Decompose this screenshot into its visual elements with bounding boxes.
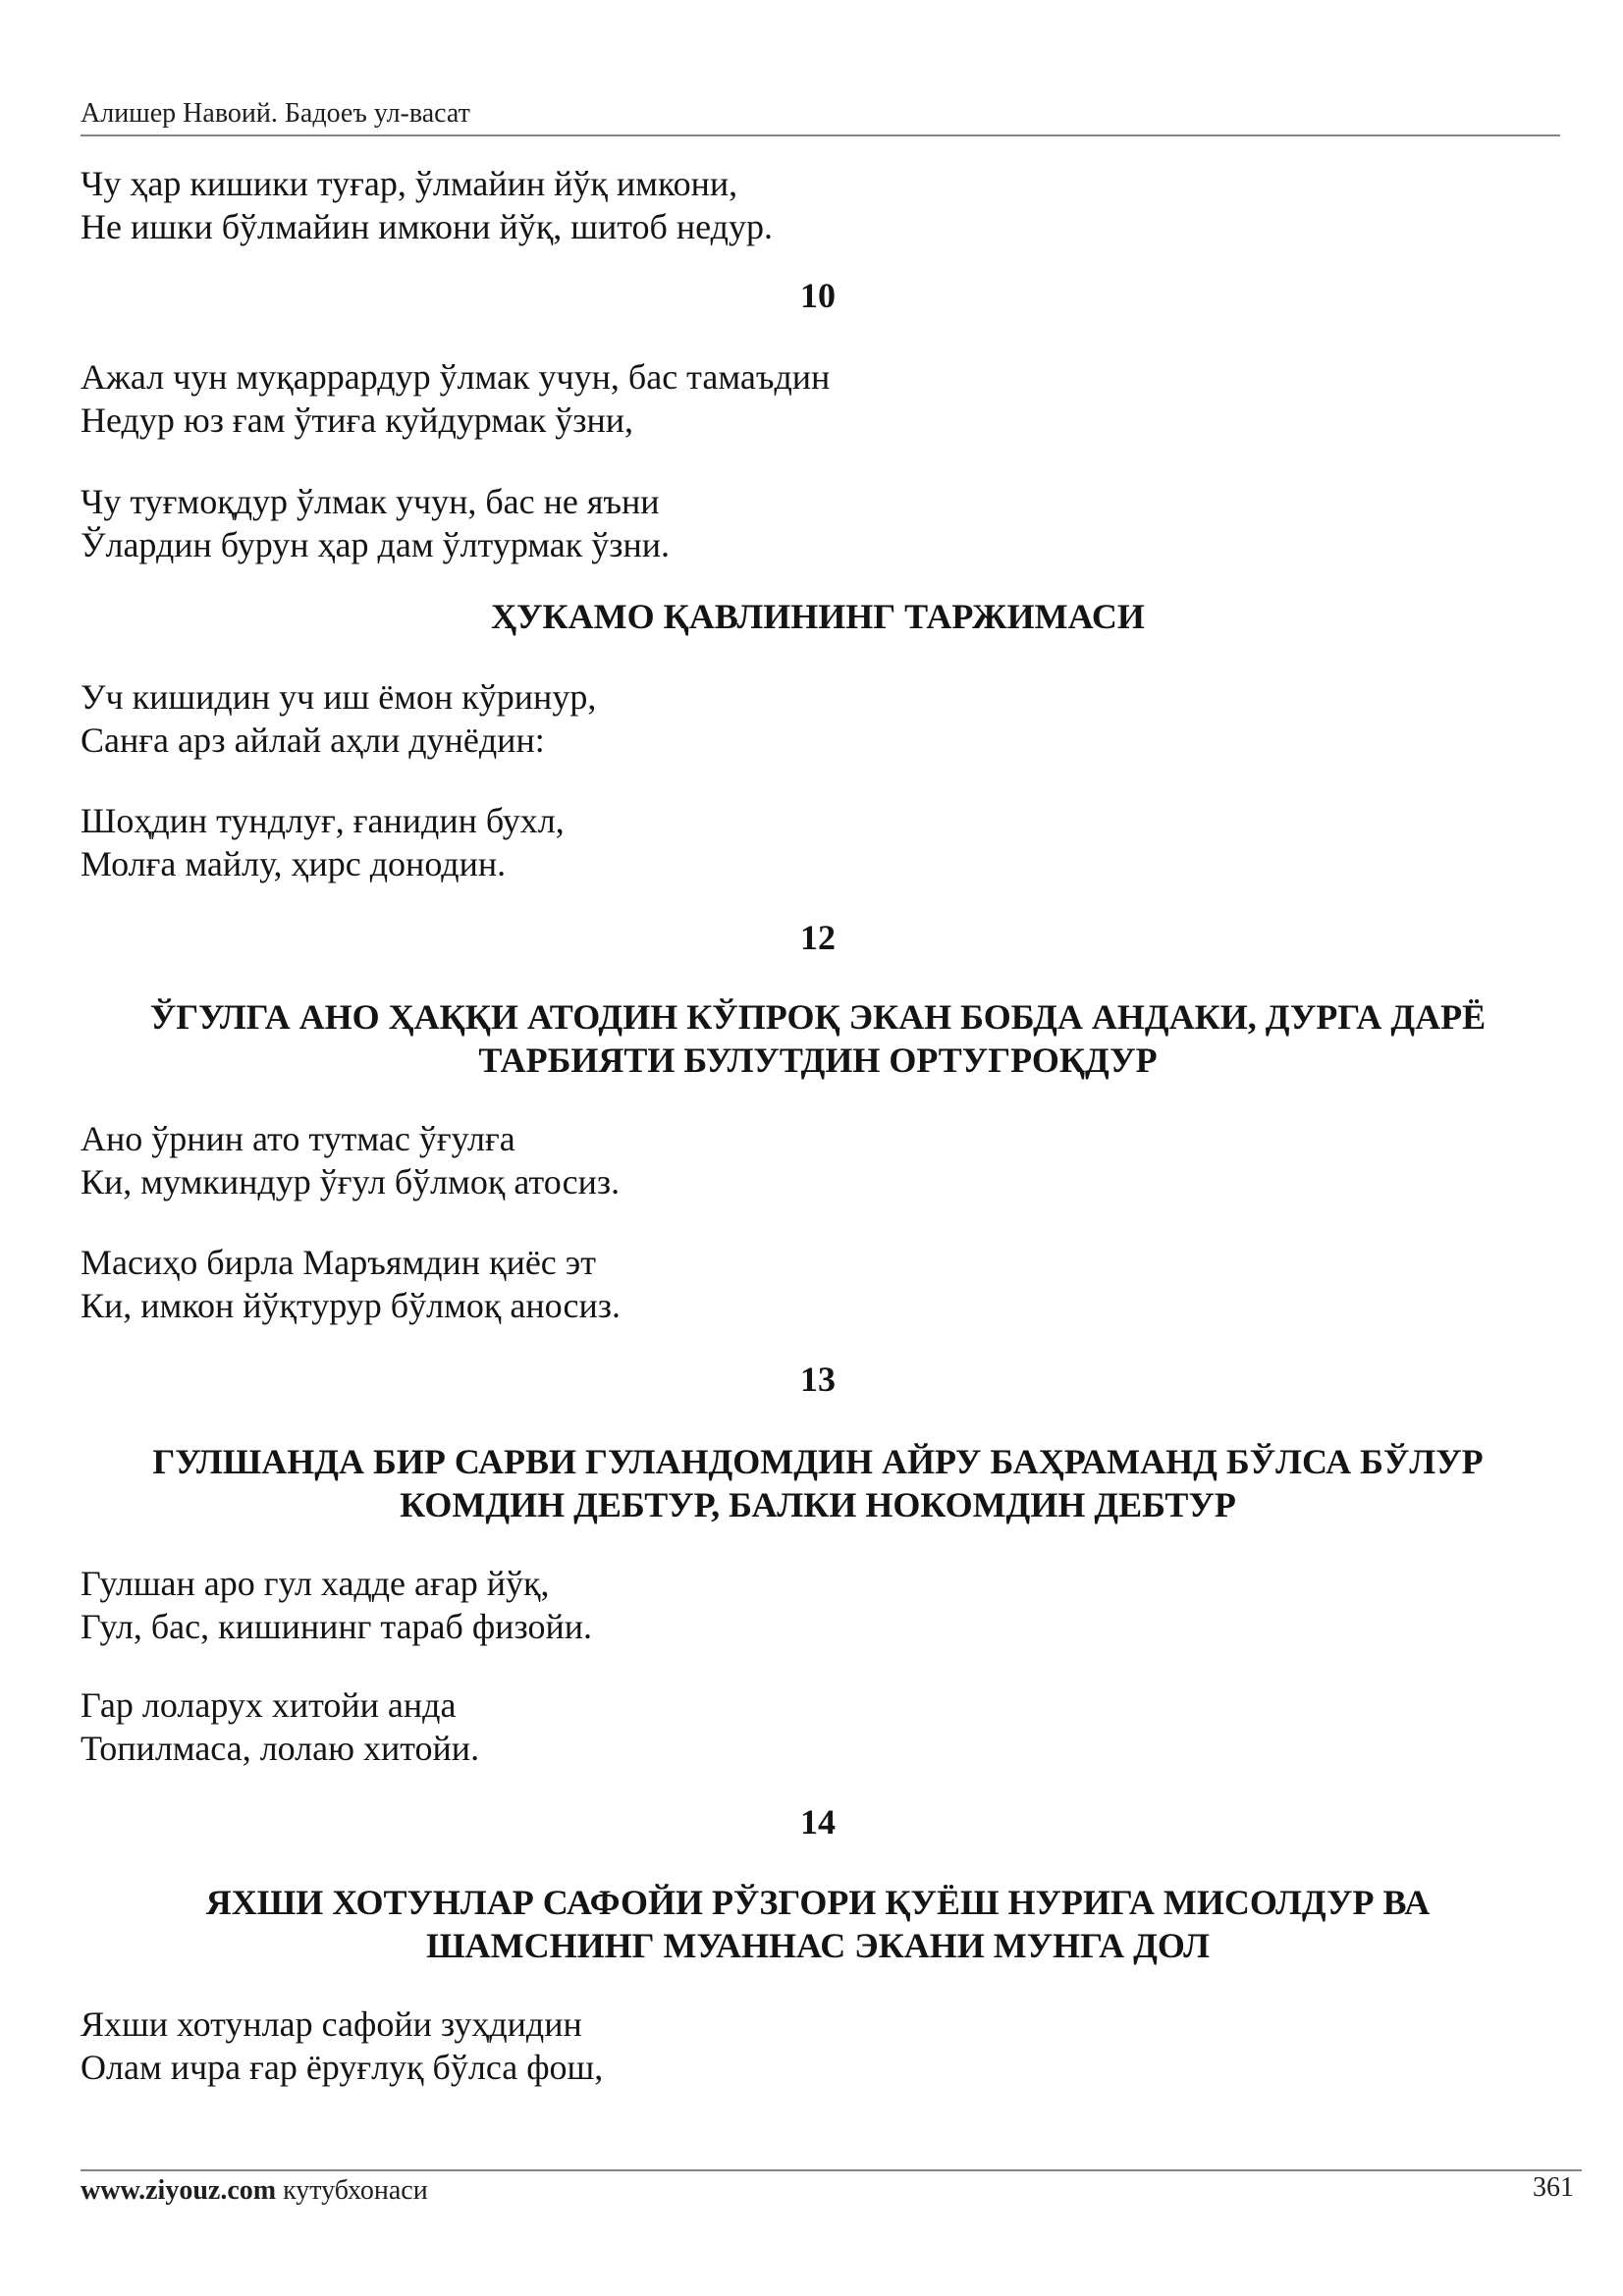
verse-line: Гар лоларух хитойи анда <box>81 1685 457 1725</box>
footer-source <box>81 2175 428 2207</box>
verse-line: Гул, бас, кишининг тараб физойи. <box>81 1606 592 1646</box>
stanza <box>81 2003 603 2089</box>
stanza <box>81 1684 479 1770</box>
footer-site: www.ziyouz.com <box>81 2175 277 2206</box>
section-heading <box>81 1441 1555 1526</box>
verse-line: Санға арз айлай аҳли дунёдин: <box>81 720 545 760</box>
section-heading-line: ШАМСНИНГ МУАННАС ЭКАНИ МУНГА ДОЛ <box>426 1925 1210 1965</box>
stanza <box>81 163 773 248</box>
stanza <box>81 1563 592 1648</box>
section-heading-line: ТАРБИЯТИ БУЛУТДИН ОРТУГРОҚДУР <box>478 1040 1158 1080</box>
section-heading <box>81 596 1555 639</box>
section-number-label: 10 <box>800 276 836 315</box>
verse-line: Ки, имкон йўқтурур бўлмоқ аносиз. <box>81 1285 621 1325</box>
section-number <box>81 917 1555 960</box>
section-number-label: 13 <box>800 1360 836 1399</box>
stanza <box>81 1118 620 1203</box>
section-number <box>81 1801 1555 1844</box>
verse-line: Олам ичра ғар ёруғлуқ бўлса фош, <box>81 2047 604 2087</box>
stanza <box>81 676 596 762</box>
section-heading-line: КОМДИН ДЕБТУР, БАЛКИ НОКОМДИН ДЕБТУР <box>400 1484 1236 1524</box>
verse-line: Ўлардин бурун ҳар дам ўлтурмак ўзни. <box>81 524 671 564</box>
section-number-label: 14 <box>800 1802 836 1842</box>
section-heading-line: ГУЛШАНДА БИР САРВИ ГУЛАНДОМДИН АЙРУ БАҲРАМАНД БЎЛСА БЎЛУР <box>152 1442 1484 1481</box>
verse-line: Ки, мумкиндур ўғул бўлмоқ атосиз. <box>81 1161 621 1201</box>
verse-line: Недур юз ғам ўтиға куйдурмак ўзни, <box>81 400 633 440</box>
verse-line: Чу ҳар кишики туғар, ўлмайин йўқ имкони, <box>81 164 738 203</box>
page-number: 361 <box>1533 2172 1574 2203</box>
header-rule <box>81 134 1560 136</box>
section-number <box>81 1359 1555 1402</box>
verse-line: Топилмаса, лолаю хитойи. <box>81 1728 480 1768</box>
section-number-label: 12 <box>800 918 836 957</box>
verse-line: Масиҳо бирла Маръямдин қиёс эт <box>81 1243 596 1282</box>
verse-line: Яхши хотунлар сафойи зуҳдидин <box>81 2004 582 2044</box>
section-heading-line: ЯХШИ ХОТУНЛАР САФОЙИ РЎЗГОРИ ҚУЁШ НУРИГА МИСОЛДУР ВА <box>205 1883 1431 1922</box>
footer-rule <box>81 2169 1582 2171</box>
section-heading <box>81 996 1555 1082</box>
verse-line: Шоҳдин тундлуғ, ғанидин бухл, <box>81 801 565 840</box>
section-number <box>81 275 1555 318</box>
verse-line: Уч кишидин уч иш ёмон кўринур, <box>81 677 597 717</box>
section-heading-line: ҲУКАМО ҚАВЛИНИНГ ТАРЖИМАСИ <box>491 597 1145 636</box>
footer-label: кутубхонаси <box>283 2175 428 2206</box>
verse-line: Не ишки бўлмайин имкони йўқ, шитоб недур. <box>81 206 773 246</box>
verse-line: Чу туғмоқдур ўлмак учун, бас не яъни <box>81 482 660 521</box>
verse-line: Молға майлу, ҳирс донодин. <box>81 843 507 883</box>
stanza <box>81 1242 621 1327</box>
stanza <box>81 481 670 566</box>
section-heading <box>81 1882 1555 1967</box>
verse-line: Ажал чун муқаррардур ўлмак учун, бас тамаъдин <box>81 357 831 397</box>
verse-line: Гулшан аро гул хадде ағар йўқ, <box>81 1564 550 1603</box>
section-heading-line: ЎГУЛГА АНО ҲАҚҚИ АТОДИН КЎПРОҚ ЭКАН БОБДА АНДАКИ, ДУРГА ДАРЁ <box>149 997 1487 1037</box>
running-header: Алишер Навоий. Бадоеъ ул-васат <box>81 98 470 129</box>
verse-line: Ано ўрнин ато тутмас ўғулға <box>81 1119 515 1158</box>
stanza <box>81 800 565 885</box>
stanza <box>81 356 830 442</box>
